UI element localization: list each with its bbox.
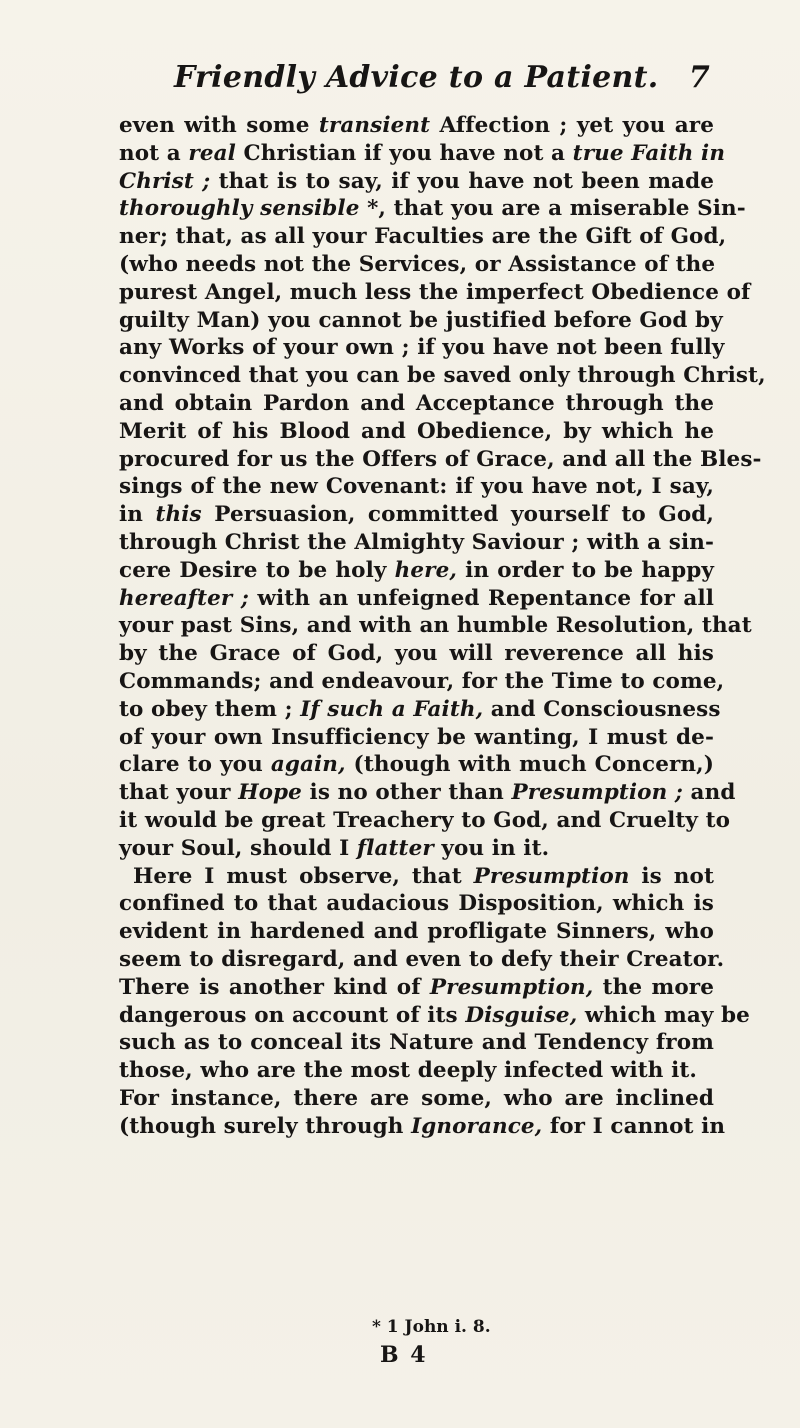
text-run: and Consciousness: [483, 696, 721, 722]
italic-text: real: [188, 140, 236, 166]
text-run: and obtain Pardon and Acceptance through the: [119, 390, 714, 416]
text-line: [119, 501, 714, 529]
text-line: [119, 863, 714, 891]
text-line: [119, 195, 746, 223]
text-line: [119, 918, 714, 946]
text-run: clare to you: [119, 752, 271, 778]
text-run: (though with much Concern,): [345, 752, 715, 778]
text-run: your past Sins, and with an humble Resolution, that: [119, 613, 752, 639]
italic-text: Presumption: [473, 863, 630, 889]
text-run: your Soul, should I: [119, 835, 357, 861]
text-run: sings of the new Covenant: if you have not, I say,: [119, 474, 714, 500]
italic-text: true Faith in: [572, 140, 726, 166]
text-line: [119, 890, 714, 918]
italic-text: Ignorance,: [411, 1113, 543, 1139]
italic-text: this: [155, 502, 202, 528]
footnote: * 1 John i. 8.: [372, 1317, 491, 1337]
text-run: it would be great Treachery to God, and Cruelty to: [119, 807, 731, 833]
text-line: [119, 640, 714, 668]
text-line: [119, 696, 721, 724]
text-line: [119, 112, 714, 140]
text-run: ner; that, as all your Faculties are the Gift of God,: [119, 224, 727, 250]
text-run: to obey them ;: [119, 696, 301, 722]
text-run: (who needs not the Services, or Assistance of the: [119, 251, 716, 277]
text-line: [119, 446, 762, 474]
text-line: [119, 529, 714, 557]
text-run: the more: [593, 974, 714, 1000]
text-run: convinced that you can be saved only through Christ,: [119, 363, 766, 389]
running-title: Friendly Advice to a Patient.: [174, 60, 659, 95]
text-run: procured for us the Offers of Grace, and all the Bles-: [119, 446, 762, 472]
page-number: 7: [688, 60, 710, 95]
text-run: seem to disregard, and even to defy their Creator.: [119, 946, 725, 972]
text-run: Commands; and endeavour, for the Time to come,: [119, 668, 725, 694]
text-run: through Christ the Almighty Saviour ; with a sin-: [119, 529, 715, 555]
text-line: [119, 1085, 714, 1113]
text-run: evident in hardened and profligate Sinners, who: [119, 919, 714, 945]
text-run: and: [682, 780, 736, 806]
text-line: [119, 974, 714, 1002]
text-line: [119, 1113, 726, 1141]
text-line: [119, 835, 714, 863]
italic-text: here,: [394, 557, 457, 583]
text-run: with an unfeigned Repentance for all: [248, 585, 715, 611]
text-line: [119, 473, 714, 501]
text-run: you in it.: [433, 835, 550, 861]
text-run: For instance, there are some, who are inclined: [119, 1085, 714, 1111]
text-line: [119, 279, 751, 307]
text-run: even with some: [119, 113, 319, 138]
text-run: that is to say, if you have not been made: [210, 168, 714, 194]
text-line: [119, 334, 725, 362]
text-run: which may be: [577, 1002, 750, 1028]
text-run: any Works of your own ; if you have not been fully: [119, 335, 725, 361]
text-line: [119, 307, 723, 335]
text-line: [119, 807, 731, 835]
text-run: guilty Man) you cannot be justified before God by: [119, 307, 723, 333]
text-run: of your own Insufficiency be wanting, I must de-: [119, 724, 714, 750]
text-run: (though surely through: [119, 1113, 412, 1139]
text-run: in order to be happy: [456, 557, 714, 583]
text-run: Affection ; yet you are: [430, 113, 714, 138]
signature-mark: B 4: [380, 1342, 428, 1368]
text-run: dangerous on account of its: [119, 1002, 466, 1028]
text-line: [119, 251, 714, 279]
italic-text: Christ ;: [119, 168, 211, 194]
text-line: [119, 612, 752, 640]
italic-text: Presumption ;: [511, 780, 683, 806]
text-run: for I cannot in: [542, 1113, 726, 1139]
text-run: cere Desire to be holy: [119, 557, 395, 583]
text-line: [119, 668, 725, 696]
italic-text: flatter: [356, 835, 434, 861]
text-line: [119, 557, 714, 585]
italic-text: Disguise,: [465, 1002, 578, 1028]
text-line: [119, 751, 714, 779]
text-line: [119, 140, 726, 168]
italic-text: again,: [270, 752, 346, 778]
text-line: [119, 946, 725, 974]
text-line: [119, 724, 714, 752]
text-line: [119, 779, 736, 807]
italic-text: transient: [318, 113, 431, 138]
text-run: Persuasion, committed yourself to God,: [201, 502, 714, 528]
text-run: not a: [119, 140, 189, 166]
text-line: [119, 1029, 714, 1057]
text-run: by the Grace of God, you will reverence all his: [119, 641, 714, 667]
text-line: [119, 362, 766, 390]
text-run: in: [119, 502, 156, 528]
text-run: There is another kind of: [119, 974, 430, 1000]
text-run: Christian if you have not a: [235, 140, 573, 166]
running-head: [170, 60, 710, 100]
text-line: [119, 168, 714, 196]
text-run: Here I must observe, that: [133, 863, 474, 889]
text-run: confined to that audacious Disposition, which is: [119, 891, 714, 917]
text-run: *, that you are a miserable Sin-: [359, 196, 746, 222]
text-line: [119, 223, 727, 251]
italic-text: If such a Faith,: [300, 696, 484, 722]
text-run: those, who are the most deeply infected with it.: [119, 1058, 698, 1084]
text-run: is no other than: [301, 780, 512, 806]
body-text: [119, 112, 766, 1140]
italic-text: Presumption,: [429, 974, 594, 1000]
text-line: [119, 585, 714, 613]
text-line: [119, 390, 714, 418]
text-run: such as to conceal its Nature and Tendency from: [119, 1030, 714, 1056]
text-run: Merit of his Blood and Obedience, by which he: [119, 418, 714, 444]
text-run: purest Angel, much less the imperfect Obedience of: [119, 279, 751, 305]
italic-text: thoroughly sensible: [119, 196, 360, 222]
italic-text: hereafter ;: [119, 585, 249, 611]
text-line: [119, 1057, 714, 1085]
text-line: [119, 418, 714, 446]
text-run: that your: [119, 780, 239, 806]
text-run: is not: [629, 863, 714, 889]
italic-text: Hope: [238, 780, 302, 806]
text-line: [119, 1002, 750, 1030]
